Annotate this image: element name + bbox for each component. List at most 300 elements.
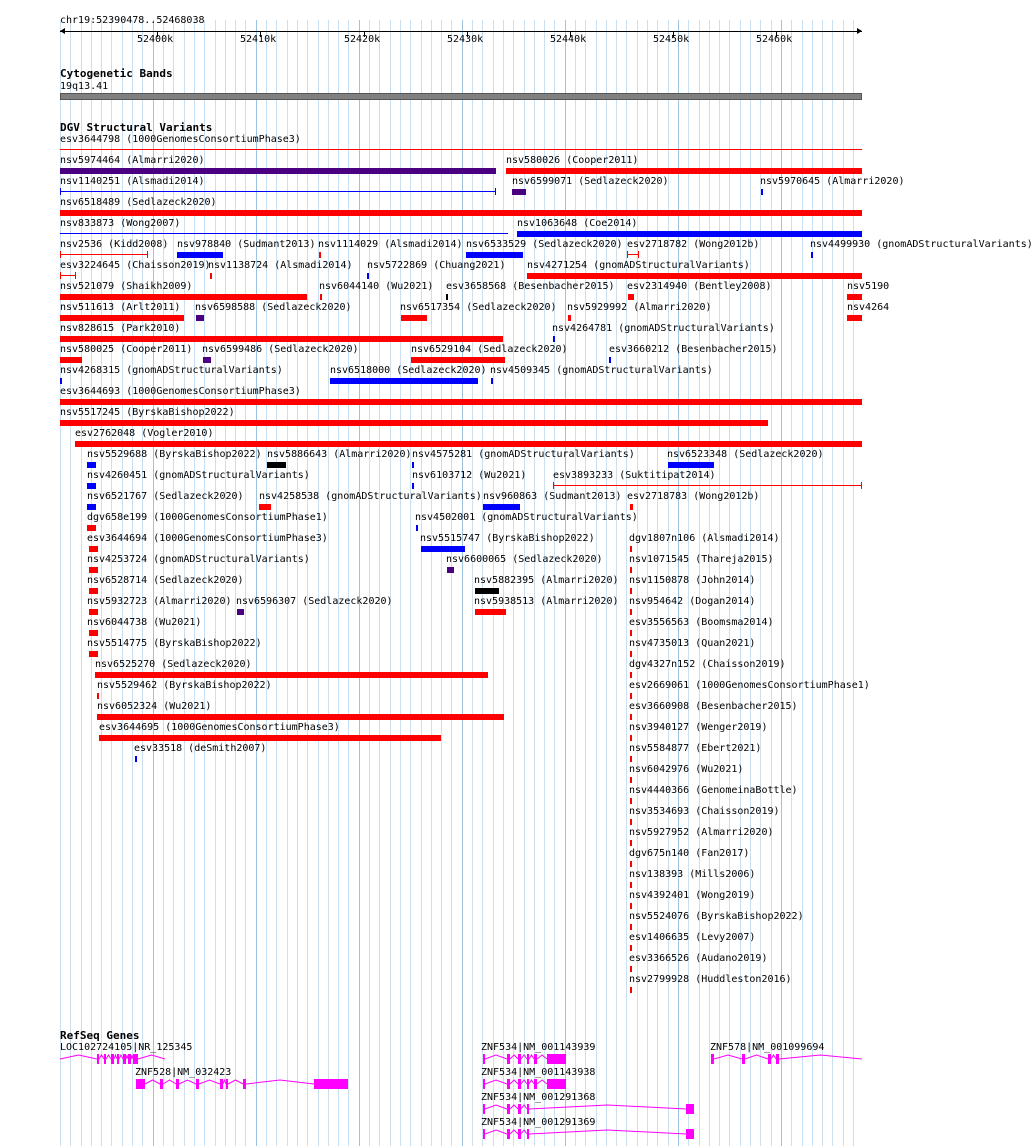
gene-intron <box>771 1055 776 1059</box>
dgv-feature-bar[interactable] <box>668 462 714 468</box>
dgv-feature-bar[interactable] <box>87 525 96 531</box>
dgv-feature-label[interactable]: esv2669061 (1000GenomesConsortiumPhase1) <box>629 680 870 691</box>
dgv-feature-bar[interactable] <box>506 168 862 174</box>
dgv-feature-cap <box>60 251 61 258</box>
dgv-feature-line[interactable] <box>60 191 496 192</box>
dgv-feature-bar[interactable] <box>87 483 96 489</box>
dgv-feature-label[interactable]: nsv6044738 (Wu2021) <box>87 617 202 628</box>
dgv-feature-bar[interactable] <box>630 798 632 804</box>
dgv-feature-bar[interactable] <box>135 756 137 762</box>
dgv-feature-bar[interactable] <box>447 567 454 573</box>
grid-line <box>307 20 308 1146</box>
dgv-feature-label[interactable]: esv3660212 (Besenbacher2015) <box>609 344 778 355</box>
gene-intron <box>510 1055 518 1059</box>
dgv-feature-bar[interactable] <box>99 735 441 741</box>
gene-exon <box>483 1054 485 1064</box>
dgv-feature-bar[interactable] <box>97 693 99 699</box>
dgv-feature-label[interactable]: nsv5529462 (ByrskaBishop2022) <box>97 680 272 691</box>
gene-intron <box>485 1080 507 1084</box>
dgv-feature-label[interactable]: nsv978840 (Sudmant2013) <box>177 239 316 250</box>
dgv-feature-label[interactable]: nsv6533529 (Sedlazeck2020) <box>466 239 623 250</box>
dgv-feature-bar[interactable] <box>630 777 632 783</box>
gene-exon <box>534 1079 537 1089</box>
dgv-feature-label[interactable]: nsv6599486 (Sedlazeck2020) <box>202 344 359 355</box>
grid-line <box>70 20 71 1146</box>
gene-intron <box>510 1105 518 1109</box>
gene-exon <box>220 1079 223 1089</box>
gene-exon <box>160 1079 163 1089</box>
dgv-feature-label[interactable]: nsv1140251 (Alsmadi2014) <box>60 176 205 187</box>
ruler-tick-label: 52460k <box>756 34 793 45</box>
dgv-feature-bar[interactable] <box>367 273 369 279</box>
gene-exon <box>123 1054 126 1064</box>
dgv-feature-label[interactable]: nsv4253724 (gnomADStructuralVariants) <box>87 554 310 565</box>
gene-exon <box>176 1079 179 1089</box>
dgv-feature-label[interactable]: nsv1114029 (Alsmadi2014) <box>318 239 463 250</box>
gene-exon <box>483 1129 485 1139</box>
dgv-feature-bar[interactable] <box>401 315 427 321</box>
dgv-feature-bar[interactable] <box>89 567 98 573</box>
dgv-feature-label[interactable]: nsv5932723 (Almarri2020) <box>87 596 232 607</box>
dgv-feature-label[interactable]: nsv828615 (Park2010) <box>60 323 181 334</box>
dgv-feature-label[interactable]: esv3224645 (Chaisson2019) <box>60 260 211 271</box>
ruler-tick-label: 52410k <box>240 34 277 45</box>
dgv-feature-line[interactable] <box>60 254 148 255</box>
gene-intron <box>521 1080 527 1084</box>
dgv-feature-label[interactable]: nsv4440366 (GenomeinaBottle) <box>629 785 798 796</box>
dgv-feature-label[interactable]: dgv1807n106 (Alsmadi2014) <box>629 533 780 544</box>
grid-line <box>410 20 411 1146</box>
gene-intron <box>521 1055 527 1059</box>
dgv-feature-label[interactable]: esv3644798 (1000GenomesConsortiumPhase3) <box>60 134 301 145</box>
gene-exon <box>527 1054 529 1064</box>
gene-model[interactable] <box>483 1077 568 1091</box>
gene-model[interactable] <box>60 1052 167 1066</box>
dgv-feature-label[interactable]: esv1406635 (Levy2007) <box>629 932 756 943</box>
gene-model[interactable] <box>483 1127 696 1141</box>
gene-intron <box>510 1080 518 1084</box>
gene-exon <box>226 1079 228 1089</box>
dgv-feature-bar[interactable] <box>630 819 632 825</box>
cytoband-bar[interactable] <box>60 93 862 100</box>
dgv-feature-bar[interactable] <box>60 315 184 321</box>
dgv-feature-bar[interactable] <box>630 693 632 699</box>
dgv-feature-label[interactable]: esv3366526 (Audano2019) <box>629 953 768 964</box>
gene-intron <box>246 1080 314 1084</box>
dgv-feature-bar[interactable] <box>412 462 414 468</box>
dgv-feature-label[interactable]: nsv1150878 (John2014) <box>629 575 756 586</box>
gene-exon <box>742 1054 745 1064</box>
dgv-feature-bar[interactable] <box>630 630 632 636</box>
dgv-feature-bar[interactable] <box>630 924 632 930</box>
gene-exon <box>97 1054 99 1064</box>
dgv-feature-bar[interactable] <box>60 168 496 174</box>
dgv-feature-label[interactable]: nsv4499930 (gnomADStructuralVariants) <box>810 239 1033 250</box>
dgv-feature-label[interactable]: nsv6518489 (Sedlazeck2020) <box>60 197 217 208</box>
dgv-feature-bar[interactable] <box>630 588 632 594</box>
dgv-feature-label[interactable]: nsv954642 (Dogan2014) <box>629 596 756 607</box>
dgv-feature-bar[interactable] <box>630 651 632 657</box>
grid-line <box>822 20 823 1146</box>
gene-exon <box>686 1104 694 1114</box>
gene-exon <box>527 1129 529 1139</box>
dgv-feature-bar[interactable] <box>210 273 212 279</box>
dgv-feature-bar[interactable] <box>630 945 632 951</box>
dgv-feature-label[interactable]: nsv5886643 (Almarri2020) <box>267 449 412 460</box>
dgv-feature-bar[interactable] <box>177 252 223 258</box>
grid-line <box>400 20 401 1146</box>
grid-line <box>338 20 339 1146</box>
gene-intron <box>529 1080 534 1084</box>
gene-intron <box>537 1080 547 1084</box>
dgv-feature-label[interactable]: nsv6598588 (Sedlazeck2020) <box>195 302 352 313</box>
dgv-feature-bar[interactable] <box>412 483 414 489</box>
dgv-feature-label[interactable]: nsv5515747 (ByrskaBishop2022) <box>420 533 595 544</box>
gene-intron <box>138 1055 165 1059</box>
gene-exon <box>518 1054 521 1064</box>
cytoband-label: 19q13.41 <box>60 81 109 92</box>
dgv-feature-label[interactable]: nsv6052324 (Wu2021) <box>97 701 212 712</box>
dgv-feature-label[interactable]: nsv6521767 (Sedlazeck2020) <box>87 491 244 502</box>
dgv-feature-bar[interactable] <box>568 315 571 321</box>
grid-line <box>256 20 257 1146</box>
dgv-feature-bar[interactable] <box>630 714 632 720</box>
grid-line <box>812 20 813 1146</box>
dgv-feature-bar[interactable] <box>630 966 632 972</box>
gene-intron <box>714 1055 742 1059</box>
dgv-feature-label[interactable]: esv3660908 (Besenbacher2015) <box>629 701 798 712</box>
dgv-feature-cap <box>75 272 76 279</box>
dgv-feature-bar[interactable] <box>60 399 862 405</box>
dgv-feature-bar[interactable] <box>421 546 465 552</box>
dgv-feature-bar[interactable] <box>466 252 523 258</box>
gene-exon <box>483 1079 485 1089</box>
dgv-feature-bar[interactable] <box>89 588 98 594</box>
dgv-feature-label[interactable]: nsv5929992 (Almarri2020) <box>567 302 712 313</box>
coordinate-ruler[interactable] <box>60 27 862 45</box>
dgv-feature-label[interactable]: nsv1071545 (Thareja2015) <box>629 554 774 565</box>
dgv-feature-label[interactable]: nsv5938513 (Almarri2020) <box>474 596 619 607</box>
dgv-feature-label[interactable]: nsv4264781 (gnomADStructuralVariants) <box>552 323 775 334</box>
gene-label[interactable]: ZNF578|NM_001099694 <box>710 1042 825 1053</box>
dgv-feature-label[interactable]: nsv4264 <box>847 302 890 313</box>
dgv-feature-label[interactable]: esv2314940 (Bentley2008) <box>627 281 772 292</box>
gene-label[interactable]: ZNF534|NM_001143938 <box>481 1067 596 1078</box>
dgv-feature-label[interactable]: nsv5584877 (Ebert2021) <box>629 743 762 754</box>
dgv-feature-label[interactable]: nsv5974464 (Almarri2020) <box>60 155 205 166</box>
dgv-feature-label[interactable]: dgv4327n152 (Chaisson2019) <box>629 659 786 670</box>
dgv-feature-label[interactable]: nsv4575281 (gnomADStructuralVariants) <box>412 449 635 460</box>
dgv-feature-bar[interactable] <box>87 504 96 510</box>
dgv-feature-bar[interactable] <box>89 630 98 636</box>
dgv-feature-bar[interactable] <box>87 462 96 468</box>
gene-exon <box>104 1054 106 1064</box>
dgv-feature-bar[interactable] <box>416 525 418 531</box>
dgv-feature-bar[interactable] <box>553 336 555 342</box>
gene-label[interactable]: ZNF534|NM_001143939 <box>481 1042 596 1053</box>
dgv-feature-bar[interactable] <box>237 609 244 615</box>
dgv-feature-cap <box>495 188 496 195</box>
gene-intron <box>114 1055 117 1059</box>
grid-line <box>626 20 627 1146</box>
dgv-feature-label[interactable]: nsv3940127 (Wenger2019) <box>629 722 768 733</box>
dgv-feature-label[interactable]: nsv580025 (Cooper2011) <box>60 344 193 355</box>
dgv-feature-bar[interactable] <box>60 336 503 342</box>
gene-exon <box>547 1079 566 1089</box>
dgv-feature-label[interactable]: nsv5927952 (Almarri2020) <box>629 827 774 838</box>
dgv-feature-label[interactable]: nsv6523348 (Sedlazeck2020) <box>667 449 824 460</box>
dgv-feature-cap <box>638 251 639 258</box>
dgv-feature-label[interactable]: nsv5882395 (Almarri2020) <box>474 575 619 586</box>
grid-line <box>245 20 246 1146</box>
dgv-feature-label[interactable]: nsv4735013 (Quan2021) <box>629 638 756 649</box>
dgv-feature-line[interactable] <box>60 149 862 150</box>
dgv-feature-bar[interactable] <box>60 357 82 363</box>
dgv-feature-label[interactable]: dgv675n140 (Fan2017) <box>629 848 750 859</box>
dgv-feature-bar[interactable] <box>60 294 307 300</box>
dgv-feature-label[interactable]: nsv6529104 (Sedlazeck2020) <box>411 344 568 355</box>
dgv-feature-bar[interactable] <box>512 189 526 195</box>
gene-intron <box>145 1080 160 1084</box>
dgv-feature-bar[interactable] <box>847 294 862 300</box>
grid-line <box>832 20 833 1146</box>
gene-label[interactable]: LOC102724105|NR_125345 <box>60 1042 193 1053</box>
dgv-feature-label[interactable]: nsv960863 (Sudmant2013) <box>483 491 622 502</box>
dgv-feature-bar[interactable] <box>527 273 862 279</box>
dgv-feature-bar[interactable] <box>475 588 499 594</box>
gene-model[interactable] <box>136 1077 350 1091</box>
dgv-feature-bar[interactable] <box>630 672 632 678</box>
dgv-feature-bar[interactable] <box>330 378 478 384</box>
gene-exon <box>117 1054 119 1064</box>
dgv-feature-bar[interactable] <box>475 609 506 615</box>
gene-exon <box>768 1054 771 1064</box>
gene-exon <box>507 1129 510 1139</box>
dgv-feature-label[interactable]: nsv5524076 (ByrskaBishop2022) <box>629 911 804 922</box>
gene-intron <box>99 1055 104 1059</box>
grid-line <box>369 20 370 1146</box>
gene-intron <box>126 1055 128 1059</box>
gene-exon <box>196 1079 199 1089</box>
dgv-feature-label[interactable]: nsv511613 (Arlt2011) <box>60 302 181 313</box>
dgv-feature-label[interactable]: esv3893233 (Suktitipat2014) <box>553 470 716 481</box>
dgv-feature-label[interactable]: nsv5970645 (Almarri2020) <box>760 176 905 187</box>
grid-line <box>472 20 473 1146</box>
dgv-feature-bar[interactable] <box>60 420 768 426</box>
grid-line <box>462 20 463 1146</box>
dgv-feature-bar[interactable] <box>847 315 862 321</box>
dgv-feature-bar[interactable] <box>630 903 632 909</box>
dgv-feature-bar[interactable] <box>97 714 504 720</box>
dgv-feature-label[interactable]: nsv6528714 (Sedlazeck2020) <box>87 575 244 586</box>
dgv-feature-label[interactable]: nsv4258538 (gnomADStructuralVariants) <box>259 491 482 502</box>
gene-intron <box>485 1130 507 1134</box>
dgv-feature-label[interactable]: dgv658e199 (1000GenomesConsortiumPhase1) <box>87 512 328 523</box>
dgv-feature-label[interactable]: esv33518 (deSmith2007) <box>134 743 267 754</box>
dgv-feature-bar[interactable] <box>89 546 98 552</box>
dgv-track-title[interactable]: DGV Structural Variants <box>60 121 213 134</box>
dgv-feature-bar[interactable] <box>446 294 448 300</box>
ruler-tick-label: 52400k <box>137 34 174 45</box>
dgv-feature-label[interactable]: nsv138393 (Mills2006) <box>629 869 756 880</box>
refseq-track-title[interactable]: RefSeq Genes <box>60 1029 140 1042</box>
dgv-feature-label[interactable]: nsv521079 (Shaikh2009) <box>60 281 193 292</box>
ruler-tick-label: 52430k <box>447 34 484 45</box>
dgv-feature-bar[interactable] <box>320 294 322 300</box>
gene-intron <box>529 1105 686 1109</box>
grid-line <box>379 20 380 1146</box>
dgv-feature-label[interactable]: nsv5722869 (Chuang2021) <box>367 260 506 271</box>
gene-intron <box>529 1055 534 1059</box>
dgv-feature-bar[interactable] <box>259 504 271 510</box>
grid-line <box>328 20 329 1146</box>
dgv-feature-bar[interactable] <box>75 441 862 447</box>
dgv-feature-bar[interactable] <box>811 252 813 258</box>
grid-line <box>287 20 288 1146</box>
dgv-feature-label[interactable]: nsv6518000 (Sedlazeck2020) <box>330 365 487 376</box>
dgv-feature-label[interactable]: esv2718783 (Wong2012b) <box>627 491 760 502</box>
dgv-feature-label[interactable]: nsv6044140 (Wu2021) <box>319 281 434 292</box>
dgv-feature-bar[interactable] <box>630 735 632 741</box>
gene-label[interactable]: ZNF528|NM_032423 <box>135 1067 232 1078</box>
dgv-feature-bar[interactable] <box>89 609 98 615</box>
dgv-feature-label[interactable]: nsv833873 (Wong2007) <box>60 218 181 229</box>
gene-exon <box>518 1104 521 1114</box>
dgv-feature-bar[interactable] <box>628 294 634 300</box>
gene-exon <box>133 1054 136 1064</box>
dgv-feature-bar[interactable] <box>761 189 763 195</box>
dgv-feature-label[interactable]: nsv6596307 (Sedlazeck2020) <box>236 596 393 607</box>
gene-exon <box>136 1079 145 1089</box>
grid-line <box>843 20 844 1146</box>
gene-intron <box>106 1055 111 1059</box>
dgv-feature-label[interactable]: nsv5190 <box>847 281 890 292</box>
dgv-feature-label[interactable]: esv3658568 (Besenbacher2015) <box>446 281 615 292</box>
dgv-feature-bar[interactable] <box>267 462 286 468</box>
dgv-feature-bar[interactable] <box>630 609 632 615</box>
dgv-feature-label[interactable]: nsv4268315 (gnomADStructuralVariants) <box>60 365 283 376</box>
gene-exon <box>136 1054 138 1064</box>
gene-intron <box>228 1080 243 1084</box>
gene-model[interactable] <box>483 1052 568 1066</box>
dgv-feature-label[interactable]: nsv6599071 (Sedlazeck2020) <box>512 176 669 187</box>
dgv-feature-cap <box>147 251 148 258</box>
dgv-feature-bar[interactable] <box>60 210 862 216</box>
dgv-feature-bar[interactable] <box>483 504 520 510</box>
dgv-feature-label[interactable]: nsv1138724 (Alsmadi2014) <box>208 260 353 271</box>
dgv-feature-bar[interactable] <box>411 357 505 363</box>
gene-intron <box>485 1105 507 1109</box>
dgv-feature-label[interactable]: esv3644694 (1000GenomesConsortiumPhase3) <box>87 533 328 544</box>
dgv-feature-line[interactable] <box>553 485 862 486</box>
ruler-tick-label: 52420k <box>344 34 381 45</box>
dgv-feature-bar[interactable] <box>630 546 632 552</box>
dgv-feature-label[interactable]: nsv6600065 (Sedlazeck2020) <box>446 554 603 565</box>
gene-intron <box>537 1055 547 1059</box>
gene-label[interactable]: ZNF534|NM_001291369 <box>481 1117 596 1128</box>
dgv-feature-label[interactable]: esv2762048 (Vogler2010) <box>75 428 214 439</box>
gene-intron <box>529 1130 686 1134</box>
location-label: chr19:52390478..52468038 <box>60 15 205 26</box>
gene-intron <box>485 1055 507 1059</box>
dgv-feature-bar[interactable] <box>517 231 862 237</box>
dgv-feature-label[interactable]: nsv4392401 (Wong2019) <box>629 890 756 901</box>
gene-exon <box>776 1054 779 1064</box>
dgv-feature-cap <box>60 272 61 279</box>
dgv-feature-label[interactable]: esv3644695 (1000GenomesConsortiumPhase3) <box>99 722 340 733</box>
grid-line <box>318 20 319 1146</box>
ruler-tick-label: 52450k <box>653 34 690 45</box>
dgv-feature-bar[interactable] <box>491 378 493 384</box>
dgv-feature-label[interactable]: nsv4260451 (gnomADStructuralVariants) <box>87 470 310 481</box>
dgv-feature-label[interactable]: esv2718782 (Wong2012b) <box>627 239 760 250</box>
dgv-feature-cap <box>861 482 862 489</box>
dgv-feature-bar[interactable] <box>630 882 632 888</box>
dgv-feature-bar[interactable] <box>196 315 204 321</box>
grid-line <box>81 20 82 1146</box>
dgv-feature-bar[interactable] <box>630 756 632 762</box>
dgv-feature-label[interactable]: nsv4271254 (gnomADStructuralVariants) <box>527 260 750 271</box>
dgv-feature-label[interactable]: nsv6103712 (Wu2021) <box>412 470 527 481</box>
grid-line <box>451 20 452 1146</box>
gene-exon <box>686 1129 694 1139</box>
dgv-feature-bar[interactable] <box>630 840 632 846</box>
dgv-feature-label[interactable]: esv3556563 (Boomsma2014) <box>629 617 774 628</box>
dgv-feature-label[interactable]: nsv580026 (Cooper2011) <box>506 155 639 166</box>
gene-exon <box>507 1054 510 1064</box>
dgv-feature-bar[interactable] <box>60 378 62 384</box>
gene-intron <box>119 1055 123 1059</box>
dgv-feature-bar[interactable] <box>89 651 98 657</box>
gene-exon <box>507 1079 510 1089</box>
dgv-feature-label[interactable]: nsv6525270 (Sedlazeck2020) <box>95 659 252 670</box>
dgv-feature-bar[interactable] <box>319 252 321 258</box>
dgv-feature-label[interactable]: nsv1063648 (Coe2014) <box>517 218 638 229</box>
dgv-feature-bar[interactable] <box>609 357 611 363</box>
dgv-feature-label[interactable]: nsv3534693 (Chaisson2019) <box>629 806 780 817</box>
grid-line <box>421 20 422 1146</box>
gene-intron <box>199 1080 220 1084</box>
dgv-feature-label[interactable]: nsv5517245 (ByrskaBishop2022) <box>60 407 235 418</box>
dgv-feature-bar[interactable] <box>630 861 632 867</box>
dgv-feature-bar[interactable] <box>630 567 632 573</box>
dgv-feature-label[interactable]: nsv4502001 (gnomADStructuralVariants) <box>415 512 638 523</box>
dgv-feature-label[interactable]: nsv2536 (Kidd2008) <box>60 239 169 250</box>
gene-model[interactable] <box>711 1052 864 1066</box>
dgv-feature-bar[interactable] <box>630 504 633 510</box>
dgv-feature-label[interactable]: nsv2799928 (Huddleston2016) <box>629 974 792 985</box>
dgv-feature-line[interactable] <box>60 233 508 234</box>
dgv-feature-label[interactable]: nsv6042976 (Wu2021) <box>629 764 744 775</box>
gene-exon <box>128 1054 131 1064</box>
cytoband-track-title[interactable]: Cytogenetic Bands <box>60 67 173 80</box>
dgv-feature-bar[interactable] <box>203 357 211 363</box>
gene-label[interactable]: ZNF534|NM_001291368 <box>481 1092 596 1103</box>
dgv-feature-label[interactable]: nsv6517354 (Sedlazeck2020) <box>400 302 557 313</box>
gene-model[interactable] <box>483 1102 696 1116</box>
gene-exon <box>547 1054 566 1064</box>
dgv-feature-label[interactable]: esv3644693 (1000GenomesConsortiumPhase3) <box>60 386 301 397</box>
grid-line <box>431 20 432 1146</box>
dgv-feature-line[interactable] <box>60 275 76 276</box>
grid-line <box>348 20 349 1146</box>
dgv-feature-bar[interactable] <box>95 672 488 678</box>
gene-intron <box>521 1130 527 1134</box>
dgv-feature-label[interactable]: nsv5514775 (ByrskaBishop2022) <box>87 638 262 649</box>
dgv-feature-bar[interactable] <box>630 987 632 993</box>
dgv-feature-label[interactable]: nsv5529688 (ByrskaBishop2022) <box>87 449 262 460</box>
dgv-feature-label[interactable]: nsv4509345 (gnomADStructuralVariants) <box>490 365 713 376</box>
